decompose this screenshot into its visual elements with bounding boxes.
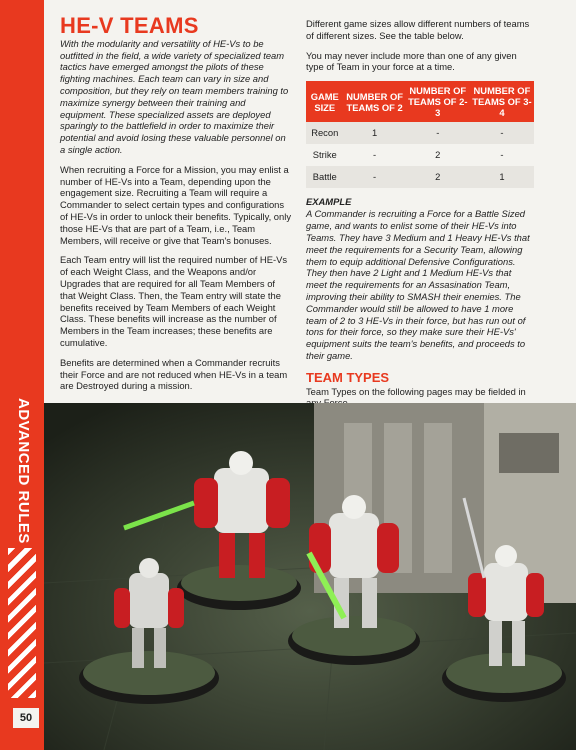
table-header-row [306,81,534,122]
table-cell: Strike [306,144,344,166]
table-cell: - [470,122,534,144]
team-size-table [306,81,534,187]
body-paragraph-3: Benefits are determined when a Commander recruits their Force and are not reduced when HE-Vs in a team are Destroyed during a mission. [60,356,288,392]
body-paragraph-1: When recruiting a Force for a Mission, you may enlist a number of HE-Vs into a Team, depending upon the engagement size. Recruiting a Team will require a Commander to select certain types and configurations of HE-Vs in order to unlock their benefits. Typically, only those HE-Vs that are part of a Team, i.e., Team Members, will receive or give that Team's bonuses. [60,163,292,246]
table-cell: - [344,144,406,166]
intro-paragraph: With the modularity and versatility of HE-Vs to be outfitted in the field, a wide variety of specialized team tactics have emerged amongst the pilots of these fighting machines. Each team can vary in size and composition, but they rely on team members training to maximize synergy between their training and equipment. These specialized assets are deployed sparingly to the battlefield in order to maximize their potential and avoid losing these valuable personnel on a single action. [60,37,289,155]
right-column [306,18,534,417]
section-label: ADVANCED RULES [15,398,32,544]
table-row [306,122,534,144]
miniatures-photo [44,403,576,750]
table-cell: - [470,144,534,166]
table-cell: Recon [306,122,344,144]
table-cell: Battle [306,166,344,188]
team-types-text: Team Types on the following pages may be fielded in [306,385,526,397]
table-header: GAME SIZE [306,81,344,122]
page-title: HE-V TEAMS [60,13,199,38]
example-heading: EXAMPLE [306,195,352,207]
body-paragraph-2: Each Team entry will list the required number of HE-Vs of each Weight Class, and the Weapons and/or Upgrades that are required for all Team Members of that Weight Class. Then, the Team entry will state the benefits received by Team Members of each Weight Class. These benefits will increase as the number of Members in the Team increases; these benefits are cumulative. [60,254,288,348]
table-cell: - [344,166,406,188]
table-header: NUMBER OF TEAMS OF 3-4 [470,81,534,122]
table-cell: 2 [406,166,470,188]
table-cell: 1 [470,166,534,188]
table-row [306,166,534,188]
miniatures-illustration [44,403,576,750]
sidebar [0,0,44,750]
body-paragraph-4: Different game sizes allow different numbers of teams of different sizes. See the table below. [306,18,530,41]
table-row [306,144,534,166]
body-paragraph-5: You may never include more than one of any given type of Team in your force at a time. [306,49,517,73]
page-number: 50 [13,708,39,728]
example-text: A Commander is recruiting a Force for a Battle Sized game, and wants to enlist some of their HE-Vs into Teams. They have 3 Medium and 1 Heavy HE-Vs that meet the requirements for a Security Team, allowing them to equip additional Defensive Configurations. They then have 2 Light and 1 Medium HE-Vs that meet the requirements for an Assasination Team, improving their ability to SMASH their enemies. The Commander would still be allowed to have 1 more team of 2 to 3 HE-Vs in their force, but has run out of tons for their force, so they make sure their HE-Vs' equipment suits the team's benefits, and proceeds to their game. [306,208,530,361]
table-cell: - [406,122,470,144]
table-header: NUMBER OF TEAMS OF 2-3 [406,81,470,122]
table-header: NUMBER OF TEAMS OF 2 [344,81,406,122]
team-types-heading: TEAM TYPES [306,369,390,385]
table-cell: 2 [406,144,470,166]
left-column [60,13,293,400]
table-cell: 1 [344,122,406,144]
sidebar-stripes [8,548,36,698]
